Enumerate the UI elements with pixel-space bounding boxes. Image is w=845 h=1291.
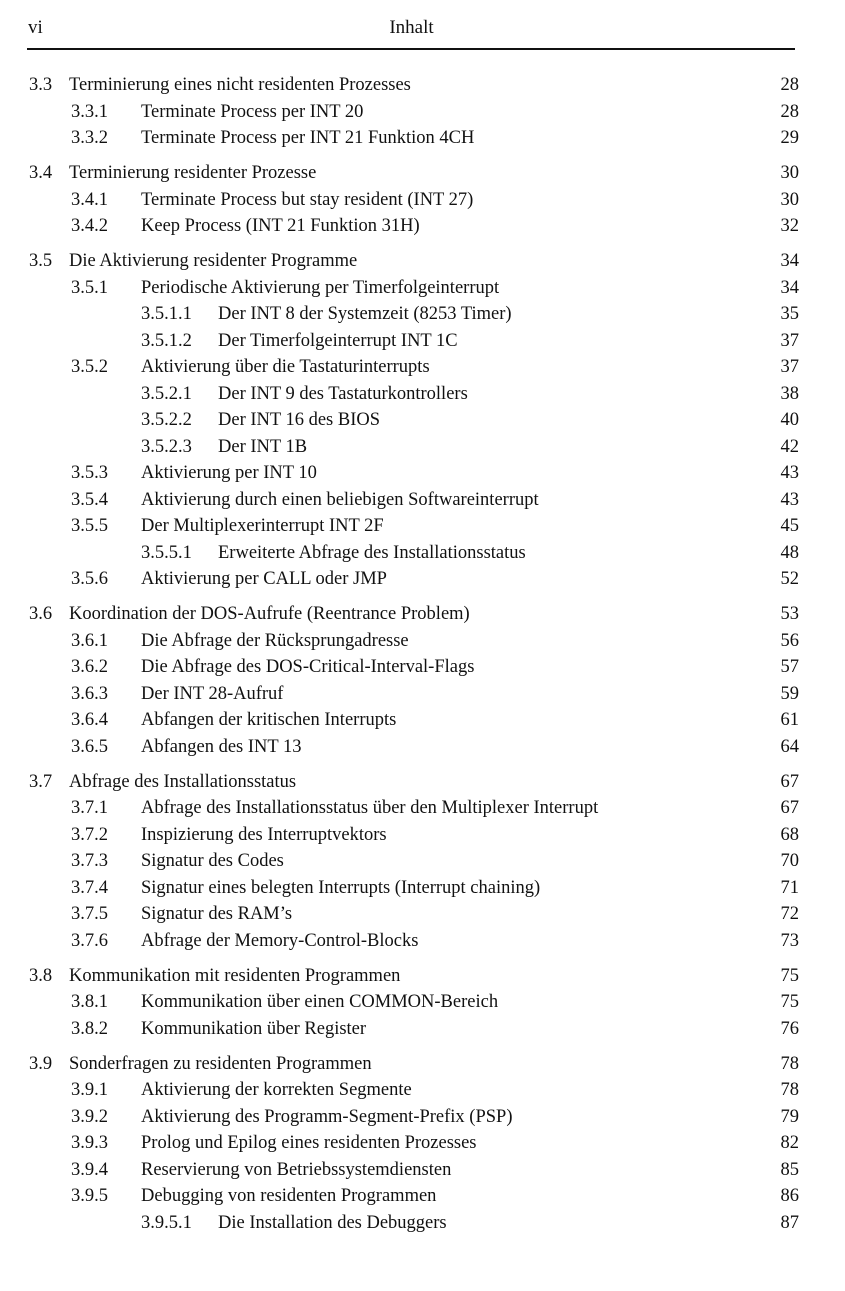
- entry-number: 3.7: [29, 771, 53, 792]
- toc-entry[interactable]: [0, 734, 845, 761]
- toc-entry[interactable]: [0, 99, 845, 126]
- toc-entry[interactable]: [0, 1183, 845, 1210]
- entry-title: Kommunikation über einen COMMON-Bereich: [141, 992, 499, 1012]
- entry-number: 3.6: [29, 604, 53, 624]
- entry-number: 3.5.5: [71, 516, 108, 536]
- entry-title: Terminierung residenter Prozesse: [69, 163, 317, 183]
- entry-page: 64: [780, 736, 799, 757]
- toc-entry[interactable]: [0, 301, 845, 328]
- toc-section: [0, 160, 845, 240]
- entry-number: 3.5.2.1: [141, 383, 192, 404]
- entry-number: 3.5.2.3: [141, 436, 192, 457]
- header-rule: [27, 48, 795, 50]
- entry-title: Prolog und Epilog eines residenten Prozesses: [141, 1133, 477, 1153]
- entry-title: Der INT 8 der Systemzeit (8253 Timer): [218, 304, 512, 324]
- entry-page: 32: [780, 216, 799, 236]
- entry-page: 34: [780, 277, 799, 298]
- toc-section: [0, 248, 845, 593]
- entry-number: 3.6.2: [71, 657, 108, 677]
- entry-page: 30: [780, 163, 799, 183]
- toc-entry[interactable]: [0, 275, 845, 302]
- page-number: vi: [28, 17, 43, 38]
- entry-page: 37: [780, 357, 799, 377]
- toc-entry[interactable]: [0, 875, 845, 902]
- entry-title: Koordination der DOS-Aufrufe (Reentrance Problem): [69, 604, 470, 624]
- entry-number: 3.6.5: [71, 736, 108, 757]
- entry-number: 3.7.5: [71, 904, 108, 924]
- toc-entry[interactable]: [0, 354, 845, 381]
- entry-title: Der INT 9 des Tastaturkontrollers: [218, 383, 468, 404]
- entry-number: 3.9: [29, 1053, 53, 1074]
- entry-page: 43: [780, 489, 799, 510]
- entry-title: Aktivierung durch einen beliebigen Softwareinterrupt: [141, 489, 539, 510]
- entry-number: 3.7.4: [71, 877, 108, 898]
- toc-chapter-entry[interactable]: [0, 72, 845, 99]
- toc-entry[interactable]: [0, 1016, 845, 1043]
- entry-title: Die Abfrage der Rücksprungadresse: [141, 630, 409, 651]
- entry-number: 3.5.3: [71, 463, 108, 483]
- entry-page: 45: [780, 516, 799, 536]
- entry-number: 3.5.6: [71, 569, 108, 589]
- entry-title: Aktivierung per CALL oder JMP: [141, 569, 387, 589]
- entry-number: 3.9.5.1: [141, 1212, 192, 1233]
- entry-page: 87: [780, 1212, 799, 1233]
- entry-number: 3.3: [29, 75, 53, 95]
- toc-entry[interactable]: [0, 434, 845, 461]
- entry-page: 70: [780, 851, 799, 871]
- entry-page: 56: [780, 630, 799, 651]
- entry-page: 67: [780, 798, 799, 818]
- entry-title: Periodische Aktivierung per Timerfolgeinterrupt: [141, 277, 500, 298]
- toc-entry[interactable]: [0, 540, 845, 567]
- entry-number: 3.9.5: [71, 1186, 108, 1206]
- entry-page: 73: [780, 930, 799, 951]
- entry-title: Kommunikation mit residenten Programmen: [69, 965, 401, 986]
- toc-entry[interactable]: [0, 460, 845, 487]
- entry-title: Erweiterte Abfrage des Installationsstatus: [218, 542, 526, 563]
- entry-number: 3.7.1: [71, 798, 108, 818]
- running-header: [28, 14, 795, 44]
- entry-page: 78: [780, 1080, 799, 1100]
- entry-number: 3.9.3: [71, 1133, 108, 1153]
- entry-title: Inspizierung des Interruptvektors: [141, 824, 387, 845]
- entry-number: 3.3.1: [71, 101, 108, 122]
- table-of-contents: [0, 72, 845, 1245]
- entry-page: 35: [780, 304, 799, 324]
- entry-number: 3.5: [29, 251, 53, 271]
- entry-page: 29: [780, 128, 799, 148]
- toc-entry[interactable]: [0, 187, 845, 214]
- toc-entry[interactable]: [0, 1077, 845, 1104]
- entry-number: 3.5.5.1: [141, 542, 192, 563]
- toc-entry[interactable]: [0, 1157, 845, 1184]
- toc-entry[interactable]: [0, 487, 845, 514]
- entry-title: Der Multiplexerinterrupt INT 2F: [141, 516, 384, 536]
- entry-page: 30: [780, 189, 799, 210]
- toc-entry[interactable]: [0, 901, 845, 928]
- entry-title: Keep Process (INT 21 Funktion 31H): [141, 216, 420, 236]
- entry-number: 3.5.2: [71, 357, 108, 377]
- running-title: Inhalt: [389, 17, 434, 38]
- entry-page: 38: [780, 383, 799, 404]
- entry-title: Debugging von residenten Programmen: [141, 1186, 437, 1206]
- entry-page: 75: [780, 992, 799, 1012]
- toc-entry[interactable]: [0, 989, 845, 1016]
- entry-title: Terminate Process per INT 20: [141, 101, 364, 122]
- toc-entry[interactable]: [0, 513, 845, 540]
- toc-entry[interactable]: [0, 822, 845, 849]
- entry-number: 3.6.1: [71, 630, 108, 651]
- entry-page: 28: [780, 75, 799, 95]
- entry-page: 42: [780, 436, 799, 457]
- toc-entry[interactable]: [0, 328, 845, 355]
- entry-title: Der INT 1B: [218, 436, 308, 457]
- toc-chapter-entry[interactable]: [0, 1051, 845, 1078]
- entry-number: 3.7.2: [71, 824, 108, 845]
- toc-entry[interactable]: [0, 795, 845, 822]
- entry-title: Der INT 28-Aufruf: [141, 683, 284, 704]
- entry-page: 67: [780, 771, 799, 792]
- toc-entry[interactable]: [0, 848, 845, 875]
- toc-entry[interactable]: [0, 213, 845, 240]
- entry-number: 3.6.3: [71, 683, 108, 704]
- toc-chapter-entry[interactable]: [0, 601, 845, 628]
- entry-title: Abfrage der Memory-Control-Blocks: [141, 930, 419, 951]
- entry-number: 3.9.2: [71, 1106, 108, 1127]
- toc-entry[interactable]: [0, 1130, 845, 1157]
- entry-page: 68: [780, 824, 799, 845]
- entry-number: 3.5.2.2: [141, 410, 192, 430]
- entry-page: 28: [780, 101, 799, 122]
- entry-title: Signatur des Codes: [141, 851, 284, 871]
- entry-page: 37: [780, 330, 799, 351]
- toc-entry[interactable]: [0, 1104, 845, 1131]
- entry-number: 3.7.3: [71, 851, 108, 871]
- entry-number: 3.5.1.2: [141, 330, 192, 351]
- entry-title: Terminierung eines nicht residenten Prozesses: [69, 75, 411, 95]
- toc-entry[interactable]: [0, 707, 845, 734]
- entry-number: 3.9.4: [71, 1159, 108, 1180]
- entry-number: 3.5.4: [71, 489, 108, 510]
- entry-number: 3.8.1: [71, 992, 108, 1012]
- toc-section: [0, 72, 845, 152]
- entry-page: 76: [780, 1018, 799, 1039]
- entry-page: 72: [780, 904, 799, 924]
- entry-title: Der INT 16 des BIOS: [218, 410, 381, 430]
- entry-page: 53: [780, 604, 799, 624]
- entry-title: Die Aktivierung residenter Programme: [69, 251, 358, 271]
- toc-entry[interactable]: [0, 566, 845, 593]
- entry-number: 3.6.4: [71, 710, 108, 730]
- entry-number: 3.3.2: [71, 128, 108, 148]
- toc-section: [0, 769, 845, 955]
- entry-number: 3.8: [29, 965, 53, 986]
- entry-page: 75: [780, 965, 799, 986]
- entry-number: 3.9.1: [71, 1080, 108, 1100]
- entry-number: 3.5.1: [71, 277, 108, 298]
- entry-title: Reservierung von Betriebssystemdiensten: [141, 1159, 452, 1180]
- entry-page: 82: [780, 1133, 799, 1153]
- toc-chapter-entry[interactable]: [0, 160, 845, 187]
- entry-title: Aktivierung per INT 10: [141, 463, 317, 483]
- entry-number: 3.8.2: [71, 1018, 108, 1039]
- entry-title: Signatur eines belegten Interrupts (Interrupt chaining): [141, 877, 541, 898]
- toc-chapter-entry[interactable]: [0, 963, 845, 990]
- entry-page: 34: [780, 251, 799, 271]
- entry-page: 59: [780, 683, 799, 704]
- toc-entry[interactable]: [0, 628, 845, 655]
- toc-entry[interactable]: [0, 407, 845, 434]
- entry-title: Aktivierung des Programm-Segment-Prefix (PSP): [141, 1106, 513, 1127]
- toc-section: [0, 1051, 845, 1237]
- entry-page: 79: [780, 1106, 799, 1127]
- entry-page: 78: [780, 1053, 799, 1074]
- entry-page: 40: [780, 410, 799, 430]
- toc-entry[interactable]: [0, 681, 845, 708]
- entry-title: Abfrage des Installationsstatus über den Multiplexer Interrupt: [141, 798, 599, 818]
- entry-page: 48: [780, 542, 799, 563]
- entry-title: Kommunikation über Register: [141, 1018, 367, 1039]
- toc-entry[interactable]: [0, 654, 845, 681]
- toc-chapter-entry[interactable]: [0, 248, 845, 275]
- entry-title: Abfangen des INT 13: [141, 736, 302, 757]
- toc-entry[interactable]: [0, 1210, 845, 1237]
- entry-number: 3.7.6: [71, 930, 108, 951]
- entry-number: 3.4: [29, 163, 53, 183]
- entry-number: 3.4.1: [71, 189, 108, 210]
- entry-title: Abfangen der kritischen Interrupts: [141, 710, 397, 730]
- entry-page: 61: [780, 710, 799, 730]
- toc-chapter-entry[interactable]: [0, 769, 845, 796]
- toc-entry[interactable]: [0, 928, 845, 955]
- toc-section: [0, 601, 845, 760]
- entry-title: Die Abfrage des DOS-Critical-Interval-Flags: [141, 657, 475, 677]
- entry-page: 57: [780, 657, 799, 677]
- entry-title: Die Installation des Debuggers: [218, 1212, 447, 1233]
- entry-title: Terminate Process but stay resident (INT 27): [141, 189, 474, 210]
- entry-title: Signatur des RAM’s: [141, 904, 293, 924]
- entry-page: 52: [780, 569, 799, 589]
- toc-entry[interactable]: [0, 381, 845, 408]
- entry-number: 3.4.2: [71, 216, 108, 236]
- entry-title: Abfrage des Installationsstatus: [69, 771, 297, 792]
- entry-number: 3.5.1.1: [141, 304, 192, 324]
- toc-section: [0, 963, 845, 1043]
- toc-entry[interactable]: [0, 125, 845, 152]
- entry-page: 43: [780, 463, 799, 483]
- entry-title: Terminate Process per INT 21 Funktion 4CH: [141, 128, 475, 148]
- entry-page: 86: [780, 1186, 799, 1206]
- entry-title: Sonderfragen zu residenten Programmen: [69, 1053, 372, 1074]
- entry-title: Der Timerfolgeinterrupt INT 1C: [218, 330, 458, 351]
- entry-title: Aktivierung der korrekten Segmente: [141, 1080, 412, 1100]
- entry-page: 85: [780, 1159, 799, 1180]
- entry-title: Aktivierung über die Tastaturinterrupts: [141, 357, 430, 377]
- entry-page: 71: [780, 877, 799, 898]
